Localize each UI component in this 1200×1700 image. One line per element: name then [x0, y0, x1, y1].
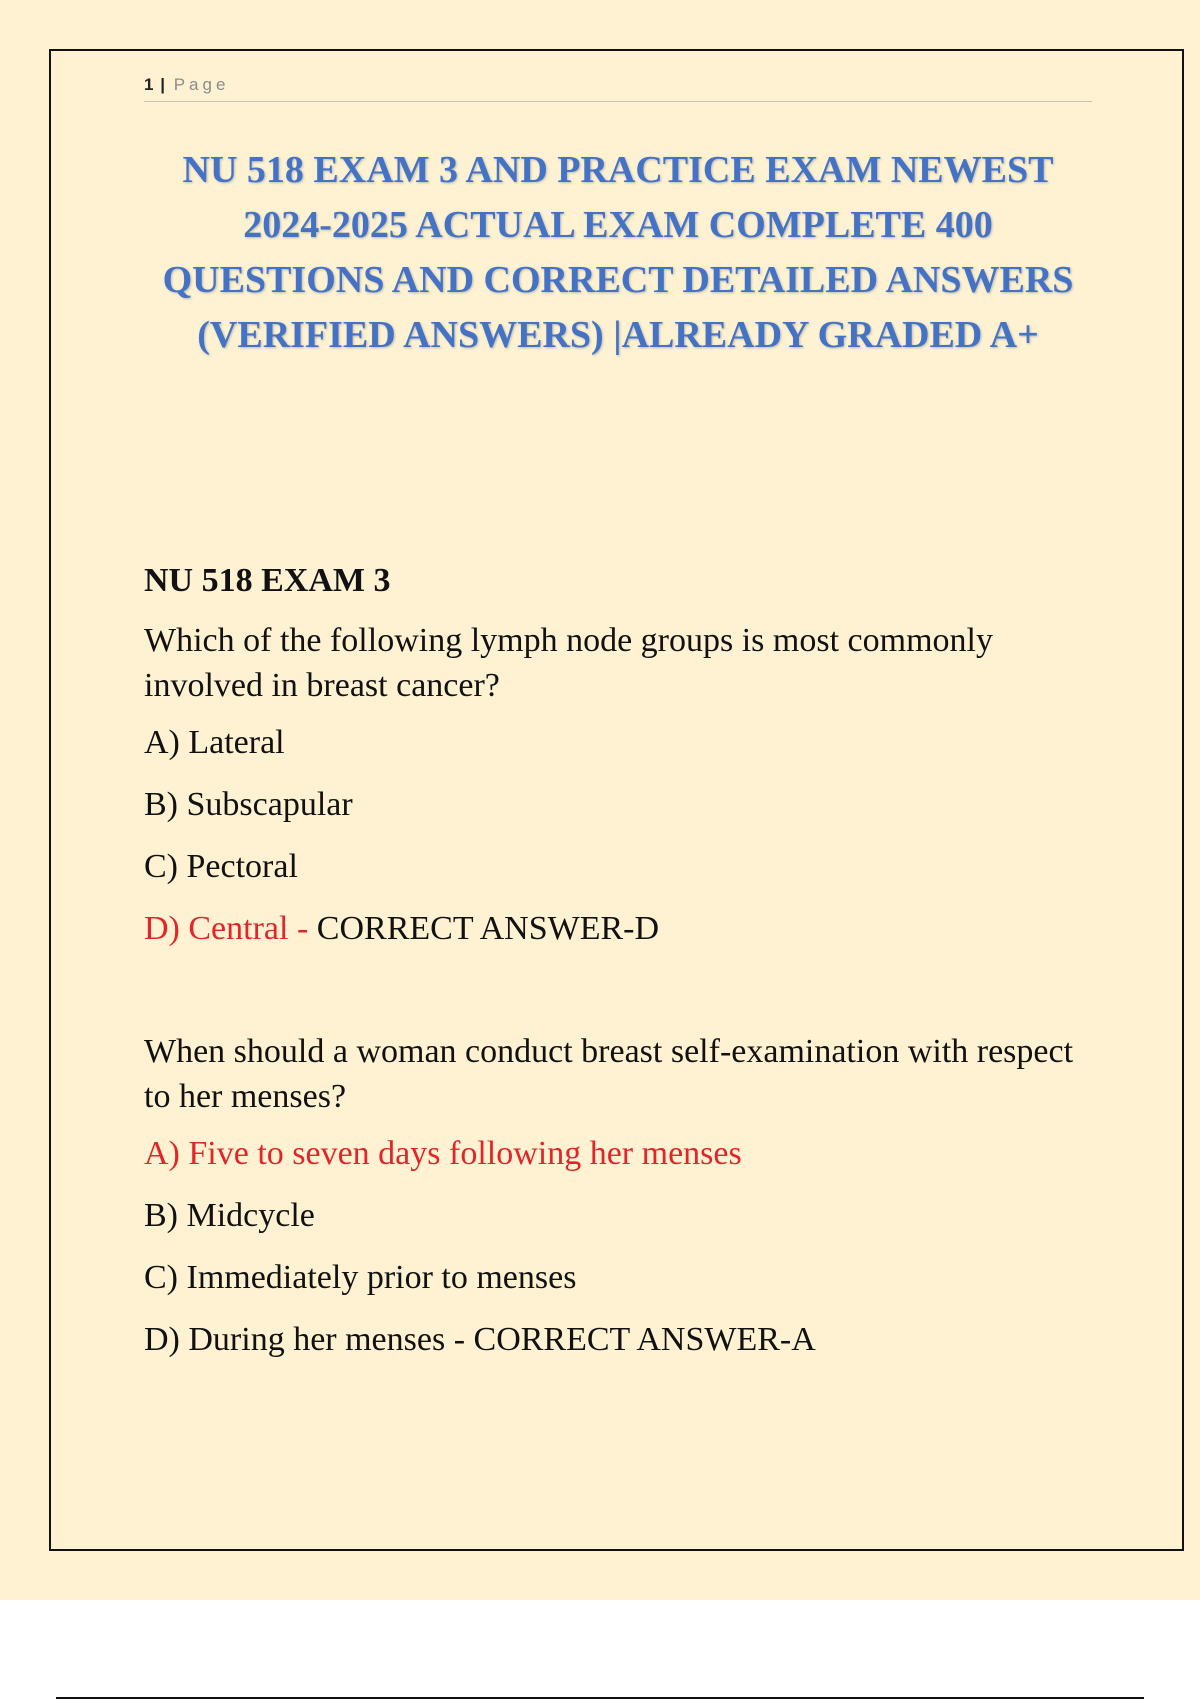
page-header: [144, 73, 1092, 102]
section-heading: NU 518 EXAM 3: [144, 562, 391, 599]
answer-option: D) During her menses - CORRECT ANSWER-A: [144, 1321, 816, 1358]
next-page-divider: [56, 1697, 1144, 1699]
answer-option: B) Subscapular: [144, 786, 353, 823]
page-label: Page: [173, 75, 230, 94]
answer-option-correct: A) Five to seven days following her menses: [144, 1135, 742, 1172]
exam-content: [144, 556, 1092, 1362]
question-text: When should a woman conduct breast self-examination with respect to her menses?: [144, 1033, 1074, 1115]
correct-option-text: D) Central -: [144, 910, 317, 947]
document-title: NU 518 EXAM 3 AND PRACTICE EXAM NEWEST 2024-2025 ACTUAL EXAM COMPLETE 400 QUESTIONS AND CORRECT DETAILED ANSWERS (VERIFIED ANSWERS) |ALREADY GRADED A+: [162, 149, 1074, 356]
question-block: [144, 1029, 1092, 1362]
answer-option: B) Midcycle: [144, 1197, 315, 1234]
question-text: Which of the following lymph node groups is most commonly involved in breast cancer?: [144, 622, 993, 704]
page-separator: |: [160, 75, 165, 94]
answer-option: C) Pectoral: [144, 848, 298, 885]
answer-option: A) Lateral: [144, 724, 285, 761]
page-number: 1: [144, 75, 154, 94]
answer-option: C) Immediately prior to menses: [144, 1259, 577, 1296]
answer-option-correct: [144, 906, 1092, 951]
question-block: [144, 618, 1092, 951]
correct-answer-note: CORRECT ANSWER-D: [316, 910, 660, 947]
